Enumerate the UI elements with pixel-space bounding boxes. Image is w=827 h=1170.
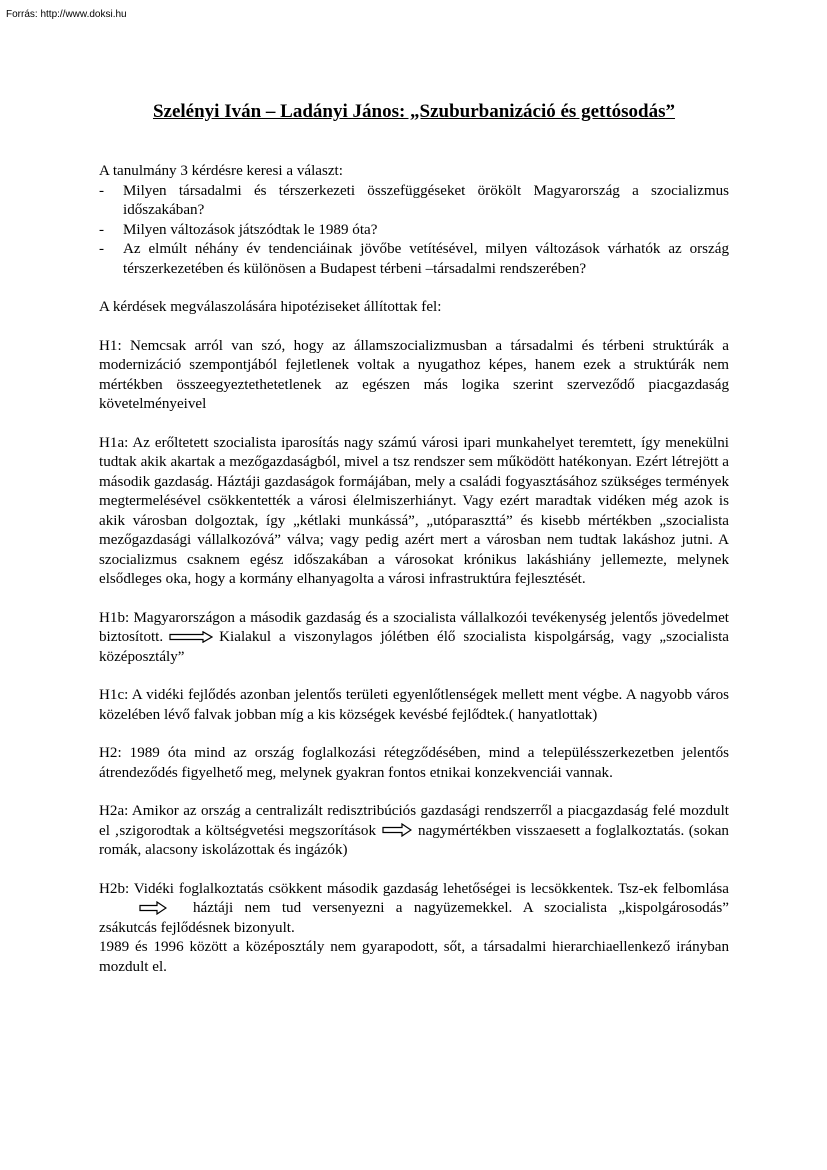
h1b-text-after: Kialakul a viszonylagos jólétben élő szocialista kispolgárság, vagy „szocialista középosztály” [99,629,729,665]
closing-paragraph: 1989 és 1996 között a középosztály nem gyarapodott, sőt, a társadalmi hierarchiaellenkező irányban mozdult el. [99,939,729,975]
hypothesis-h2: H2: 1989 óta mind az ország foglalkozási rétegződésében, mind a településszerkezetben jelentős átrendeződés figyelhető meg, melynek gyakran fontos etnikai konzekvenciái vannak. [99,745,729,781]
h1b-text-before: H1b: Magyarországon a második gazdaság és a szocialista vállalkozói tevékenység jelentős jövedelmet biztosított. [99,609,729,645]
h2b-text-after: háztáji nem tud versenyezni a nagyüzemekkel. A szocialista „kispolgárosodás” zsákutcás fejlődésnek bizonyult. [99,900,729,936]
hypothesis-h1a: H1a: Az erőltetett szocialista iparosítás nagy számú városi ipari munkahelyet teremtett, így menekülni tudtak akik akartak a mezőgazdaságból, mivel a tsz rendszer sem működött hatékonyan. Ezért létrejött a második gazdaság. Háztáji gazdaságok formájában, mely a családi fogyasztásához szükséges termények megtermelésével csökkentették a városi élelmiszerhiányt. Vagy ezért maradtak vidéken még azok is akik városban dolgoztak, így „kétlaki munkássá”, „utóparaszttá” és kisebb mértékben „szocialista mezőgazdasági vállalkozóvá” válva; vagy pedig azért mert a városban nem tudtak lakáshoz jutni. A szocializmus csaknem egész időszakában a városokat krónikus lakáshiány jellemezte, melynek elsődleges oka, hogy a kormány elhanyagolta a városi infrastruktúra fejlesztését. [99,434,729,587]
list-dash: - [99,241,105,257]
document-body [99,162,729,996]
question-text: Milyen társadalmi és térszerkezeti összefüggéseket örökölt Magyarország a szocializmus időszakában? [123,182,729,218]
document-title: Szelényi Iván – Ladányi János: „Szuburbanizáció és gettósodás” [152,101,676,122]
intro-paragraph: A tanulmány 3 kérdésre keresi a választ: [99,163,343,179]
question-text: Az elmúlt néhány év tendenciáinak jövőbe vetítésével, milyen változások várhatók az ország térszerkezetében és különösen a Budapest térbeni –társadalmi rendszerében? [123,241,729,277]
question-text: Milyen változások játszódtak le 1989 óta? [123,221,378,238]
source-label: Forrás: http://www.doksi.hu [6,9,127,20]
h2a-text-after: nagymértékben visszaesett a foglalkoztatás. (sokan romák, alacsony iskolázottak és ingázók) [99,822,729,858]
question-item [99,221,729,241]
hypothesis-h1: H1: Nemcsak arról van szó, hogy az államszocializmusban a társadalmi és térbeni struktúrák a modernizáció szempontjából fejletlenek voltak a nyugathoz képes, hanem ezek a struktúrák nem mértékben összeegyeztethetetlenek az egészen más logika szerint szerveződő piacgazdaság követelményeivel [99,337,729,412]
h2b-text-before: H2b: Vidéki foglalkoztatás csökkent második gazdaság lehetőségei is lecsökkentek. Tsz-ek felbomlása [99,880,729,897]
hypothesis-h1c: H1c: A vidéki fejlődés azonban jelentős területi egyenlőtlenségek mellett ment végbe. A nagyobb város közelében lévő falvak jobban míg a kis községek kevésbé fejlődtek.( hanyatlottak) [99,687,729,723]
hypothesis-h2a [99,802,729,861]
hypothesis-h2b [99,880,729,939]
right-arrow-icon [382,823,412,837]
hypothesis-h1b [99,609,729,668]
question-list [99,182,729,280]
question-item [99,182,729,221]
h2a-text-before: H2a: Amikor az ország a centralizált redisztribúciós gazdasági rendszerről a piacgazdaság felé mozdult el ‚szigorodtak a költségvetési megszorítások [99,803,729,839]
list-dash: - [99,221,105,238]
right-arrow-icon [169,631,213,643]
question-item [99,240,729,279]
right-arrow-icon [139,901,167,915]
hypothesis-intro: A kérdések megválaszolására hipotéziseket állítottak fel: [99,299,442,315]
list-dash: - [99,182,105,199]
